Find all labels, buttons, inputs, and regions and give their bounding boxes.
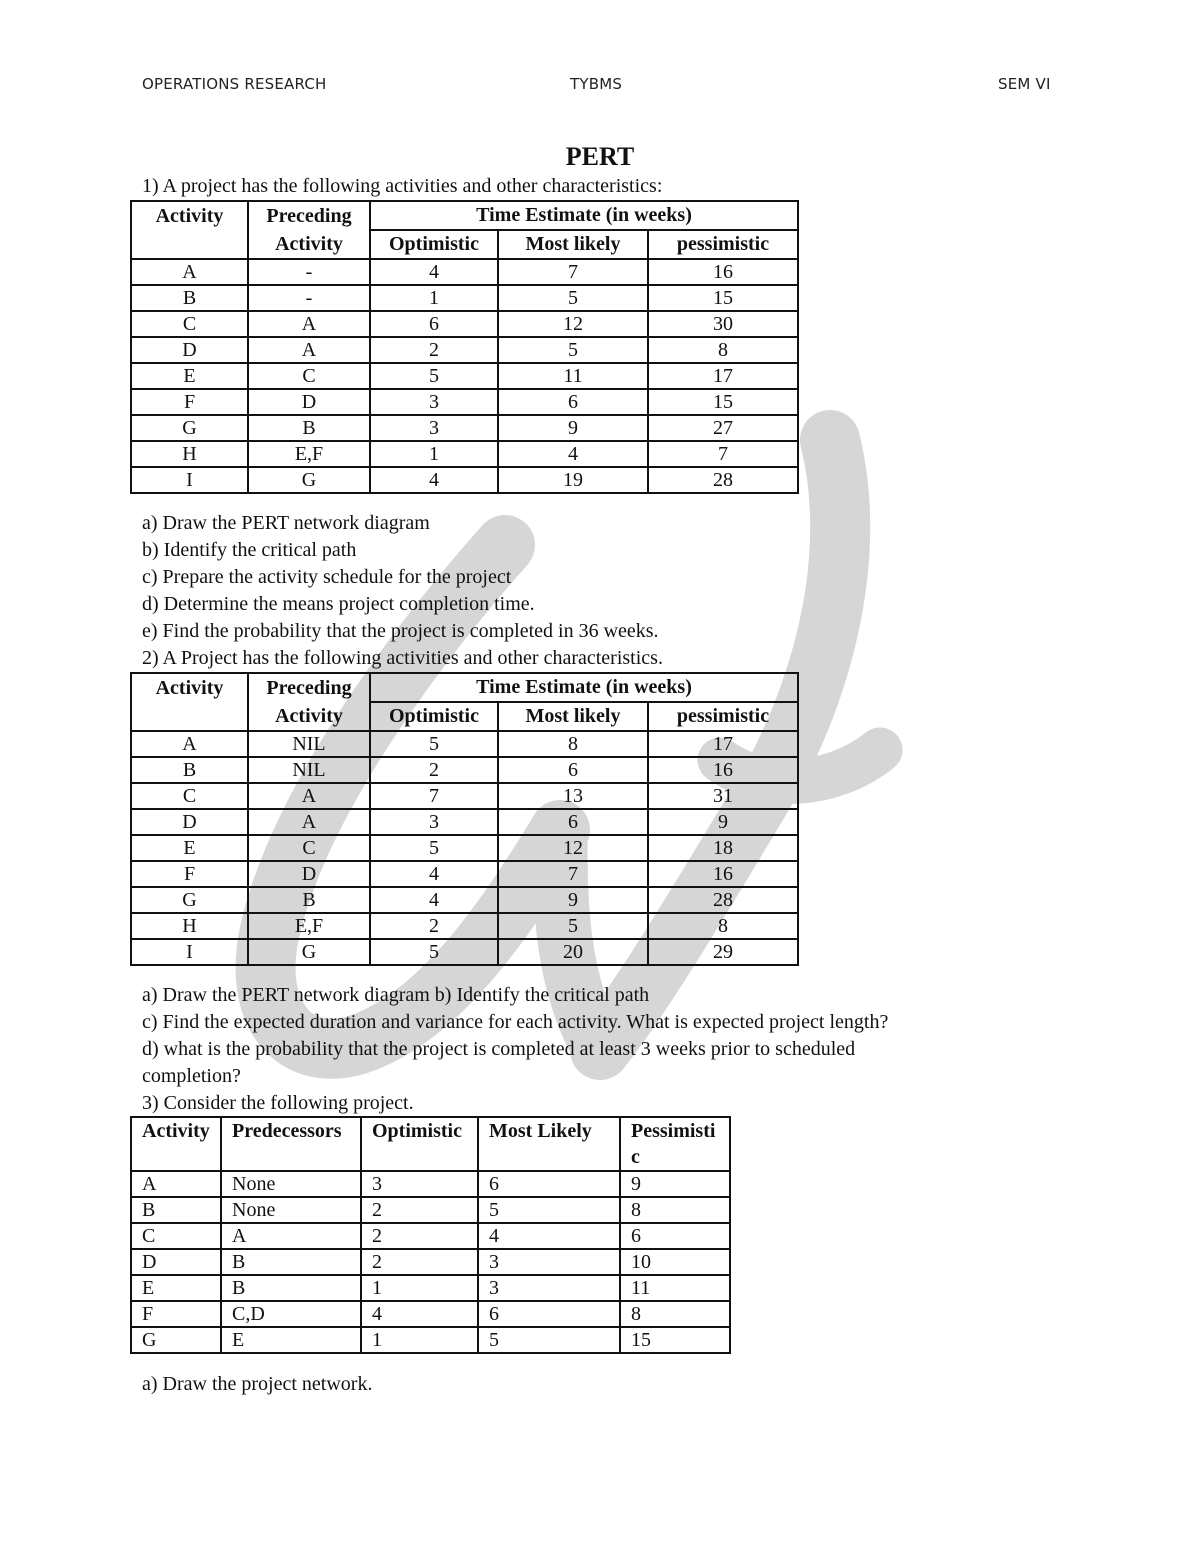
table-row [131, 415, 798, 441]
cell-activity: H [131, 441, 248, 467]
cell-preceding: B [221, 1249, 361, 1275]
cell-preceding: A [248, 809, 370, 835]
col-most-likely: Most likely [498, 230, 648, 259]
col-preceding-cont: Activity [248, 702, 370, 731]
q2-activity-table [130, 672, 799, 966]
cell-pessimistic: 16 [648, 757, 798, 783]
cell-pessimistic: 15 [620, 1327, 730, 1353]
table-row [131, 363, 798, 389]
table-row [131, 783, 798, 809]
cell-pessimistic: 15 [648, 285, 798, 311]
q1-part-b: b) Identify the critical path [142, 539, 357, 561]
cell-pessimistic: 29 [648, 939, 798, 965]
table-row [131, 913, 798, 939]
col-time-estimate: Time Estimate (in weeks) [370, 673, 798, 702]
q1-part-c: c) Prepare the activity schedule for the project [142, 566, 512, 588]
cell-optimistic: 2 [361, 1197, 478, 1223]
cell-pessimistic: 6 [620, 1223, 730, 1249]
cell-pessimistic: 18 [648, 835, 798, 861]
cell-preceding: D [248, 389, 370, 415]
cell-most-likely: 9 [498, 887, 648, 913]
table-row [131, 467, 798, 493]
header-subject: OPERATIONS RESEARCH [142, 75, 327, 93]
cell-preceding: E [221, 1327, 361, 1353]
table-row [131, 259, 798, 285]
cell-activity: B [131, 1197, 221, 1223]
cell-most-likely: 7 [498, 259, 648, 285]
table-row [131, 835, 798, 861]
col-activity: Activity [131, 1117, 221, 1171]
cell-preceding: G [248, 467, 370, 493]
cell-preceding: A [248, 337, 370, 363]
col-optimistic: Optimistic [361, 1117, 478, 1171]
cell-activity: I [131, 467, 248, 493]
cell-optimistic: 1 [370, 285, 498, 311]
cell-optimistic: 4 [361, 1301, 478, 1327]
cell-activity: A [131, 259, 248, 285]
cell-most-likely: 6 [478, 1171, 620, 1197]
cell-pessimistic: 15 [648, 389, 798, 415]
q3-activity-table [130, 1116, 731, 1354]
cell-activity: C [131, 311, 248, 337]
cell-pessimistic: 28 [648, 887, 798, 913]
table-row [131, 441, 798, 467]
table-row [131, 1327, 730, 1353]
cell-preceding: A [248, 311, 370, 337]
header-course: TYBMS [570, 75, 623, 93]
cell-preceding: C,D [221, 1301, 361, 1327]
cell-activity: C [131, 1223, 221, 1249]
cell-optimistic: 5 [370, 363, 498, 389]
cell-most-likely: 4 [478, 1223, 620, 1249]
cell-optimistic: 3 [361, 1171, 478, 1197]
cell-activity: E [131, 363, 248, 389]
cell-most-likely: 5 [478, 1197, 620, 1223]
cell-activity: B [131, 757, 248, 783]
table-row [131, 1275, 730, 1301]
cell-most-likely: 12 [498, 311, 648, 337]
table-row [131, 1197, 730, 1223]
col-activity-cont [131, 702, 248, 731]
col-pessimistic-part1: Pessimisti [631, 1120, 716, 1142]
table-row [131, 337, 798, 363]
cell-optimistic: 4 [370, 467, 498, 493]
col-preceding-cont: Activity [248, 230, 370, 259]
cell-optimistic: 4 [370, 861, 498, 887]
cell-most-likely: 8 [498, 731, 648, 757]
cell-preceding: B [248, 415, 370, 441]
cell-preceding: E,F [248, 441, 370, 467]
cell-activity: G [131, 415, 248, 441]
cell-pessimistic: 8 [620, 1301, 730, 1327]
cell-preceding: NIL [248, 731, 370, 757]
table-row [131, 1171, 730, 1197]
cell-preceding: C [248, 835, 370, 861]
cell-optimistic: 7 [370, 783, 498, 809]
q1-part-e: e) Find the probability that the project is completed in 36 weeks. [142, 620, 659, 642]
cell-optimistic: 1 [361, 1327, 478, 1353]
cell-optimistic: 2 [361, 1223, 478, 1249]
table-row [131, 809, 798, 835]
document-title: PERT [565, 142, 635, 171]
cell-pessimistic: 16 [648, 259, 798, 285]
cell-most-likely: 5 [478, 1327, 620, 1353]
cell-most-likely: 6 [498, 809, 648, 835]
q2-intro: 2) A Project has the following activities and other characteristics. [142, 647, 663, 669]
col-preceding: Preceding [248, 201, 370, 230]
cell-most-likely: 13 [498, 783, 648, 809]
cell-most-likely: 9 [498, 415, 648, 441]
cell-preceding: D [248, 861, 370, 887]
cell-preceding: B [248, 887, 370, 913]
cell-most-likely: 6 [498, 757, 648, 783]
cell-optimistic: 4 [370, 887, 498, 913]
cell-pessimistic: 17 [648, 363, 798, 389]
cell-activity: G [131, 1327, 221, 1353]
q2-part-d-cont: completion? [142, 1065, 241, 1087]
cell-optimistic: 5 [370, 835, 498, 861]
header-semester: SEM VI [998, 75, 1051, 93]
cell-pessimistic: 8 [648, 337, 798, 363]
cell-pessimistic: 8 [648, 913, 798, 939]
cell-most-likely: 12 [498, 835, 648, 861]
cell-activity: I [131, 939, 248, 965]
cell-optimistic: 3 [370, 389, 498, 415]
q2-part-c: c) Find the expected duration and variance for each activity. What is expected project length? [142, 1011, 889, 1033]
cell-most-likely: 5 [498, 285, 648, 311]
cell-pessimistic: 28 [648, 467, 798, 493]
cell-activity: A [131, 731, 248, 757]
col-pessimistic: pessimistic [648, 230, 798, 259]
cell-most-likely: 6 [478, 1301, 620, 1327]
q1-part-a: a) Draw the PERT network diagram [142, 512, 430, 534]
col-pessimistic: pessimistic [648, 702, 798, 731]
cell-preceding: B [221, 1275, 361, 1301]
cell-pessimistic: 16 [648, 861, 798, 887]
cell-optimistic: 6 [370, 311, 498, 337]
cell-pessimistic: 10 [620, 1249, 730, 1275]
cell-pessimistic: 11 [620, 1275, 730, 1301]
col-optimistic: Optimistic [370, 702, 498, 731]
cell-preceding: A [221, 1223, 361, 1249]
cell-most-likely: 6 [498, 389, 648, 415]
cell-preceding: NIL [248, 757, 370, 783]
q2-part-d: d) what is the probability that the project is completed at least 3 weeks prior to scheduled [142, 1038, 856, 1060]
cell-pessimistic: 30 [648, 311, 798, 337]
cell-optimistic: 1 [370, 441, 498, 467]
cell-optimistic: 5 [370, 731, 498, 757]
cell-activity: E [131, 1275, 221, 1301]
cell-preceding: - [248, 259, 370, 285]
q2-part-ab: a) Draw the PERT network diagram b) Identify the critical path [142, 984, 650, 1006]
cell-activity: G [131, 887, 248, 913]
cell-preceding: - [248, 285, 370, 311]
cell-pessimistic: 7 [648, 441, 798, 467]
cell-activity: H [131, 913, 248, 939]
col-optimistic: Optimistic [370, 230, 498, 259]
cell-preceding: A [248, 783, 370, 809]
cell-pessimistic: 8 [620, 1197, 730, 1223]
cell-most-likely: 20 [498, 939, 648, 965]
col-pessimistic-part2: c [631, 1146, 640, 1168]
cell-optimistic: 2 [370, 757, 498, 783]
col-pessimistic [620, 1117, 730, 1171]
cell-activity: A [131, 1171, 221, 1197]
col-activity: Activity [131, 201, 248, 230]
table-row [131, 1223, 730, 1249]
cell-preceding: E,F [248, 913, 370, 939]
cell-activity: B [131, 285, 248, 311]
cell-most-likely: 3 [478, 1249, 620, 1275]
cell-pessimistic: 27 [648, 415, 798, 441]
col-most-likely: Most Likely [478, 1117, 620, 1171]
cell-optimistic: 4 [370, 259, 498, 285]
cell-optimistic: 3 [370, 809, 498, 835]
table-row [131, 887, 798, 913]
cell-pessimistic: 17 [648, 731, 798, 757]
q3-part-a: a) Draw the project network. [142, 1373, 373, 1395]
table-row [131, 731, 798, 757]
cell-optimistic: 2 [370, 913, 498, 939]
cell-optimistic: 2 [370, 337, 498, 363]
cell-preceding: None [221, 1197, 361, 1223]
table-row [131, 1301, 730, 1327]
cell-activity: D [131, 337, 248, 363]
cell-most-likely: 3 [478, 1275, 620, 1301]
cell-most-likely: 7 [498, 861, 648, 887]
cell-most-likely: 19 [498, 467, 648, 493]
q1-part-d: d) Determine the means project completion time. [142, 593, 535, 615]
table-row [131, 939, 798, 965]
q1-intro: 1) A project has the following activities and other characteristics: [142, 175, 663, 197]
cell-optimistic: 5 [370, 939, 498, 965]
col-activity-cont [131, 230, 248, 259]
cell-optimistic: 1 [361, 1275, 478, 1301]
table-row [131, 1249, 730, 1275]
table-row [131, 285, 798, 311]
col-preceding: Preceding [248, 673, 370, 702]
table-row [131, 861, 798, 887]
table-row [131, 311, 798, 337]
cell-most-likely: 5 [498, 337, 648, 363]
cell-activity: E [131, 835, 248, 861]
cell-pessimistic: 9 [648, 809, 798, 835]
cell-pessimistic: 9 [620, 1171, 730, 1197]
col-time-estimate: Time Estimate (in weeks) [370, 201, 798, 230]
cell-activity: D [131, 1249, 221, 1275]
cell-pessimistic: 31 [648, 783, 798, 809]
cell-preceding: None [221, 1171, 361, 1197]
col-predecessors: Predecessors [221, 1117, 361, 1171]
cell-optimistic: 2 [361, 1249, 478, 1275]
cell-preceding: G [248, 939, 370, 965]
cell-activity: F [131, 1301, 221, 1327]
cell-most-likely: 4 [498, 441, 648, 467]
col-activity: Activity [131, 673, 248, 702]
cell-preceding: C [248, 363, 370, 389]
q3-intro: 3) Consider the following project. [142, 1092, 414, 1114]
col-most-likely: Most likely [498, 702, 648, 731]
table-row [131, 389, 798, 415]
cell-activity: D [131, 809, 248, 835]
cell-activity: F [131, 389, 248, 415]
cell-most-likely: 5 [498, 913, 648, 939]
cell-activity: C [131, 783, 248, 809]
cell-most-likely: 11 [498, 363, 648, 389]
cell-optimistic: 3 [370, 415, 498, 441]
table-row [131, 757, 798, 783]
cell-activity: F [131, 861, 248, 887]
q1-activity-table [130, 200, 799, 494]
